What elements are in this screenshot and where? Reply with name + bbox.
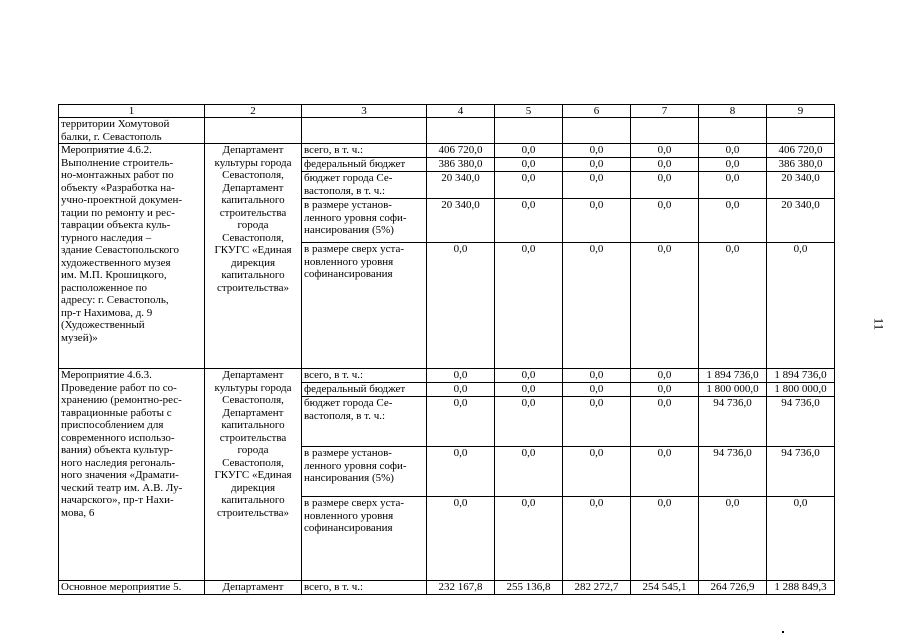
value-cell: 0,0 xyxy=(495,144,563,158)
value-cell: 0,0 xyxy=(495,369,563,383)
main-measure-5-executor: Департамент xyxy=(205,581,302,595)
value-cell: 1 894 736,0 xyxy=(767,369,835,383)
value-cell: 0,0 xyxy=(495,158,563,172)
funding-source: в размере установ- ленного уровня софи- нансирования (5%) xyxy=(302,447,427,497)
funding-source: федеральный бюджет xyxy=(302,158,427,172)
value-cell: 0,0 xyxy=(699,243,767,369)
value-cell: 1 288 849,3 xyxy=(767,581,835,595)
value-cell: 0,0 xyxy=(631,243,699,369)
value-cell: 0,0 xyxy=(563,199,631,243)
table-row xyxy=(59,369,835,383)
value-cell: 232 167,8 xyxy=(427,581,495,595)
value-cell: 0,0 xyxy=(427,369,495,383)
value-cell: 0,0 xyxy=(495,172,563,199)
value-cell: 94 736,0 xyxy=(699,447,767,497)
value-cell: 20 340,0 xyxy=(427,172,495,199)
value-cell: 0,0 xyxy=(495,397,563,447)
value-cell: 0,0 xyxy=(427,243,495,369)
column-number: 8 xyxy=(699,105,767,118)
value-cell: 0,0 xyxy=(631,383,699,397)
value-cell: 0,0 xyxy=(495,199,563,243)
value-cell: 0,0 xyxy=(563,447,631,497)
value-cell: 0,0 xyxy=(495,243,563,369)
value-cell: 0,0 xyxy=(563,158,631,172)
value-cell: 264 726,9 xyxy=(699,581,767,595)
column-number: 2 xyxy=(205,105,302,118)
funding-source: всего, в т. ч.: xyxy=(302,581,427,595)
value-cell: 0,0 xyxy=(427,447,495,497)
column-number: 9 xyxy=(767,105,835,118)
value-cell: 20 340,0 xyxy=(767,199,835,243)
value-cell: 20 340,0 xyxy=(427,199,495,243)
value-cell: 94 736,0 xyxy=(699,397,767,447)
funding-source: федеральный бюджет xyxy=(302,383,427,397)
value-cell: 0,0 xyxy=(631,447,699,497)
main-measure-5-name: Основное мероприятие 5. xyxy=(59,581,205,595)
measure-462-executor: Департамент культуры города Севастополя, Департамент капитального строительства города Севастополя, ГКУГС «Единая дирекция капитального строительства» xyxy=(205,144,302,369)
value-cell: 0,0 xyxy=(631,397,699,447)
value-cell: 406 720,0 xyxy=(767,144,835,158)
value-cell: 0,0 xyxy=(563,497,631,581)
value-cell: 386 380,0 xyxy=(767,158,835,172)
value-cell: 0,0 xyxy=(427,497,495,581)
value-cell: 255 136,8 xyxy=(495,581,563,595)
continuation-text: территории Хомутовой балки, г. Севастополь xyxy=(59,118,205,144)
column-number: 1 xyxy=(59,105,205,118)
funding-source: в размере установ- ленного уровня софи- нансирования (5%) xyxy=(302,199,427,243)
table-row xyxy=(59,581,835,595)
value-cell: 0,0 xyxy=(495,447,563,497)
value-cell: 0,0 xyxy=(563,172,631,199)
value-cell: 254 545,1 xyxy=(631,581,699,595)
value-cell: 1 894 736,0 xyxy=(699,369,767,383)
column-number: 6 xyxy=(563,105,631,118)
value-cell: 282 272,7 xyxy=(563,581,631,595)
value-cell: 0,0 xyxy=(631,158,699,172)
value-cell: 1 800 000,0 xyxy=(767,383,835,397)
value-cell: 0,0 xyxy=(699,199,767,243)
value-cell: 0,0 xyxy=(563,369,631,383)
value-cell: 0,0 xyxy=(699,172,767,199)
funding-source: в размере сверх уста- новленного уровня софинансирования xyxy=(302,243,427,369)
value-cell: 0,0 xyxy=(427,397,495,447)
column-number: 7 xyxy=(631,105,699,118)
value-cell: 0,0 xyxy=(631,144,699,158)
funding-source: бюджет города Се- вастополя, в т. ч.: xyxy=(302,397,427,447)
value-cell: 94 736,0 xyxy=(767,447,835,497)
value-cell: 0,0 xyxy=(495,497,563,581)
value-cell: 0,0 xyxy=(563,383,631,397)
measure-463-executor: Департамент культуры города Севастополя, Департамент капитального строительства города Севастополя, ГКУГС «Единая дирекция капитального строительства» xyxy=(205,369,302,581)
value-cell: 0,0 xyxy=(699,497,767,581)
value-cell: 0,0 xyxy=(563,144,631,158)
value-cell: 0,0 xyxy=(767,497,835,581)
value-cell: 94 736,0 xyxy=(767,397,835,447)
value-cell: 0,0 xyxy=(699,144,767,158)
value-cell: 406 720,0 xyxy=(427,144,495,158)
value-cell: 0,0 xyxy=(563,243,631,369)
value-cell: 0,0 xyxy=(427,383,495,397)
measure-463-name: Мероприятие 4.6.3. Проведение работ по со- хранению (ремонтно-рес- таврационные работы с приспособлением для современного использо- вания) объекта культур- ного наследия регональ- ного значения «Драмати- ческий театр им. А.В. Лу- начарского», пр-т Нахи- мова, 6 xyxy=(59,369,205,581)
measure-462-name: Мероприятие 4.6.2. Выполнение строитель- но-монтажных работ по объекту «Разработка на- учно-проектной докумен- тации по ремонту и рес- таврации объекта куль- турного наследия – здание Севастопольского художественного музея им. М.П. Крошицкого, расположенное по адресу: г. Севастополь, пр-т Нахимова, д. 9 (Художественный музей)» xyxy=(59,144,205,369)
column-number-row xyxy=(59,105,835,118)
value-cell: 0,0 xyxy=(767,243,835,369)
value-cell: 0,0 xyxy=(631,369,699,383)
value-cell: 0,0 xyxy=(631,172,699,199)
value-cell: 0,0 xyxy=(495,383,563,397)
column-number: 5 xyxy=(495,105,563,118)
value-cell: 0,0 xyxy=(699,158,767,172)
funding-source: всего, в т. ч.: xyxy=(302,369,427,383)
scan-speck xyxy=(782,631,784,633)
funding-source: всего, в т. ч.: xyxy=(302,144,427,158)
column-number: 4 xyxy=(427,105,495,118)
value-cell: 0,0 xyxy=(631,497,699,581)
column-number: 3 xyxy=(302,105,427,118)
value-cell: 20 340,0 xyxy=(767,172,835,199)
table-row xyxy=(59,144,835,158)
value-cell: 1 800 000,0 xyxy=(699,383,767,397)
value-cell: 0,0 xyxy=(631,199,699,243)
funding-source: бюджет города Се- вастополя, в т. ч.: xyxy=(302,172,427,199)
value-cell: 0,0 xyxy=(563,397,631,447)
funding-source: в размере сверх уста- новленного уровня софинансирования xyxy=(302,497,427,581)
value-cell: 386 380,0 xyxy=(427,158,495,172)
budget-table xyxy=(58,104,835,595)
continuation-row xyxy=(59,118,835,144)
page-number: 11 xyxy=(871,317,887,331)
